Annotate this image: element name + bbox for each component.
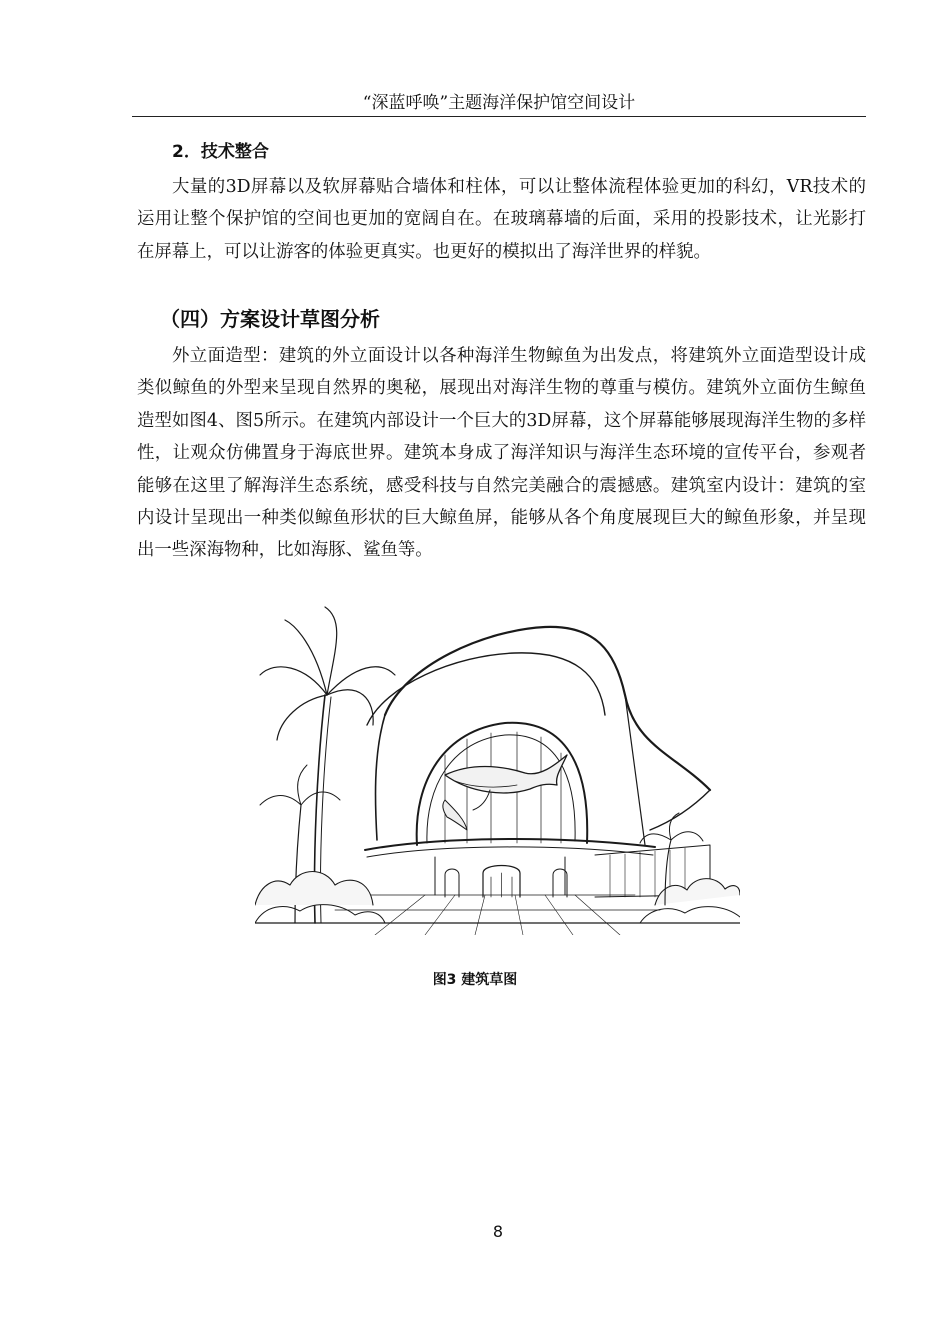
subsection-title: 2．技术整合 bbox=[172, 142, 269, 162]
building-sketch-figure bbox=[255, 605, 740, 935]
figure-caption: 图3 建筑草图 bbox=[432, 972, 518, 988]
section-heading: （四）方案设计草图分析 bbox=[160, 307, 380, 331]
header-title: “深蓝呼唤”主题海洋保护馆空间设计 bbox=[362, 93, 636, 113]
page-number: 8 bbox=[492, 1222, 504, 1241]
architecture-sketch-icon bbox=[255, 605, 740, 935]
subsection-paragraph: 大量的3D屏幕以及软屏幕贴合墙体和柱体，可以让整体流程体验更加的科幻，VR技术的运用让整个保护馆的空间也更加的宽阔自在。在玻璃幕墙的后面，采用的投影技术，让光影打在屏幕上，可以让游客的体验更真实。也更好的模拟出了海洋世界的样貌。 bbox=[137, 177, 866, 262]
section-paragraph: 外立面造型：建筑的外立面设计以各种海洋生物鲸鱼为出发点，将建筑外立面造型设计成类似鲸鱼的外型来呈现自然界的奥秘，展现出对海洋生物的尊重与模仿。建筑外立面仿生鲸鱼造型如图4、图5所示。在建筑内部设计一个巨大的3D屏幕，这个屏幕能够展现海洋生物的多样性，让观众仿佛置身于海底世界。建筑本身成了海洋知识与海洋生态环境的宣传平台，参观者能够在这里了解海洋生态系统，感受科技与自然完美融合的震撼感。建筑室内设计：建筑的室内设计呈现出一种类似鲸鱼形状的巨大鲸鱼屏，能够从各个角度展现巨大的鲸鱼形象，并呈现出一些深海物种，比如海豚、鲨鱼等。 bbox=[137, 346, 866, 561]
page-header bbox=[132, 90, 866, 117]
